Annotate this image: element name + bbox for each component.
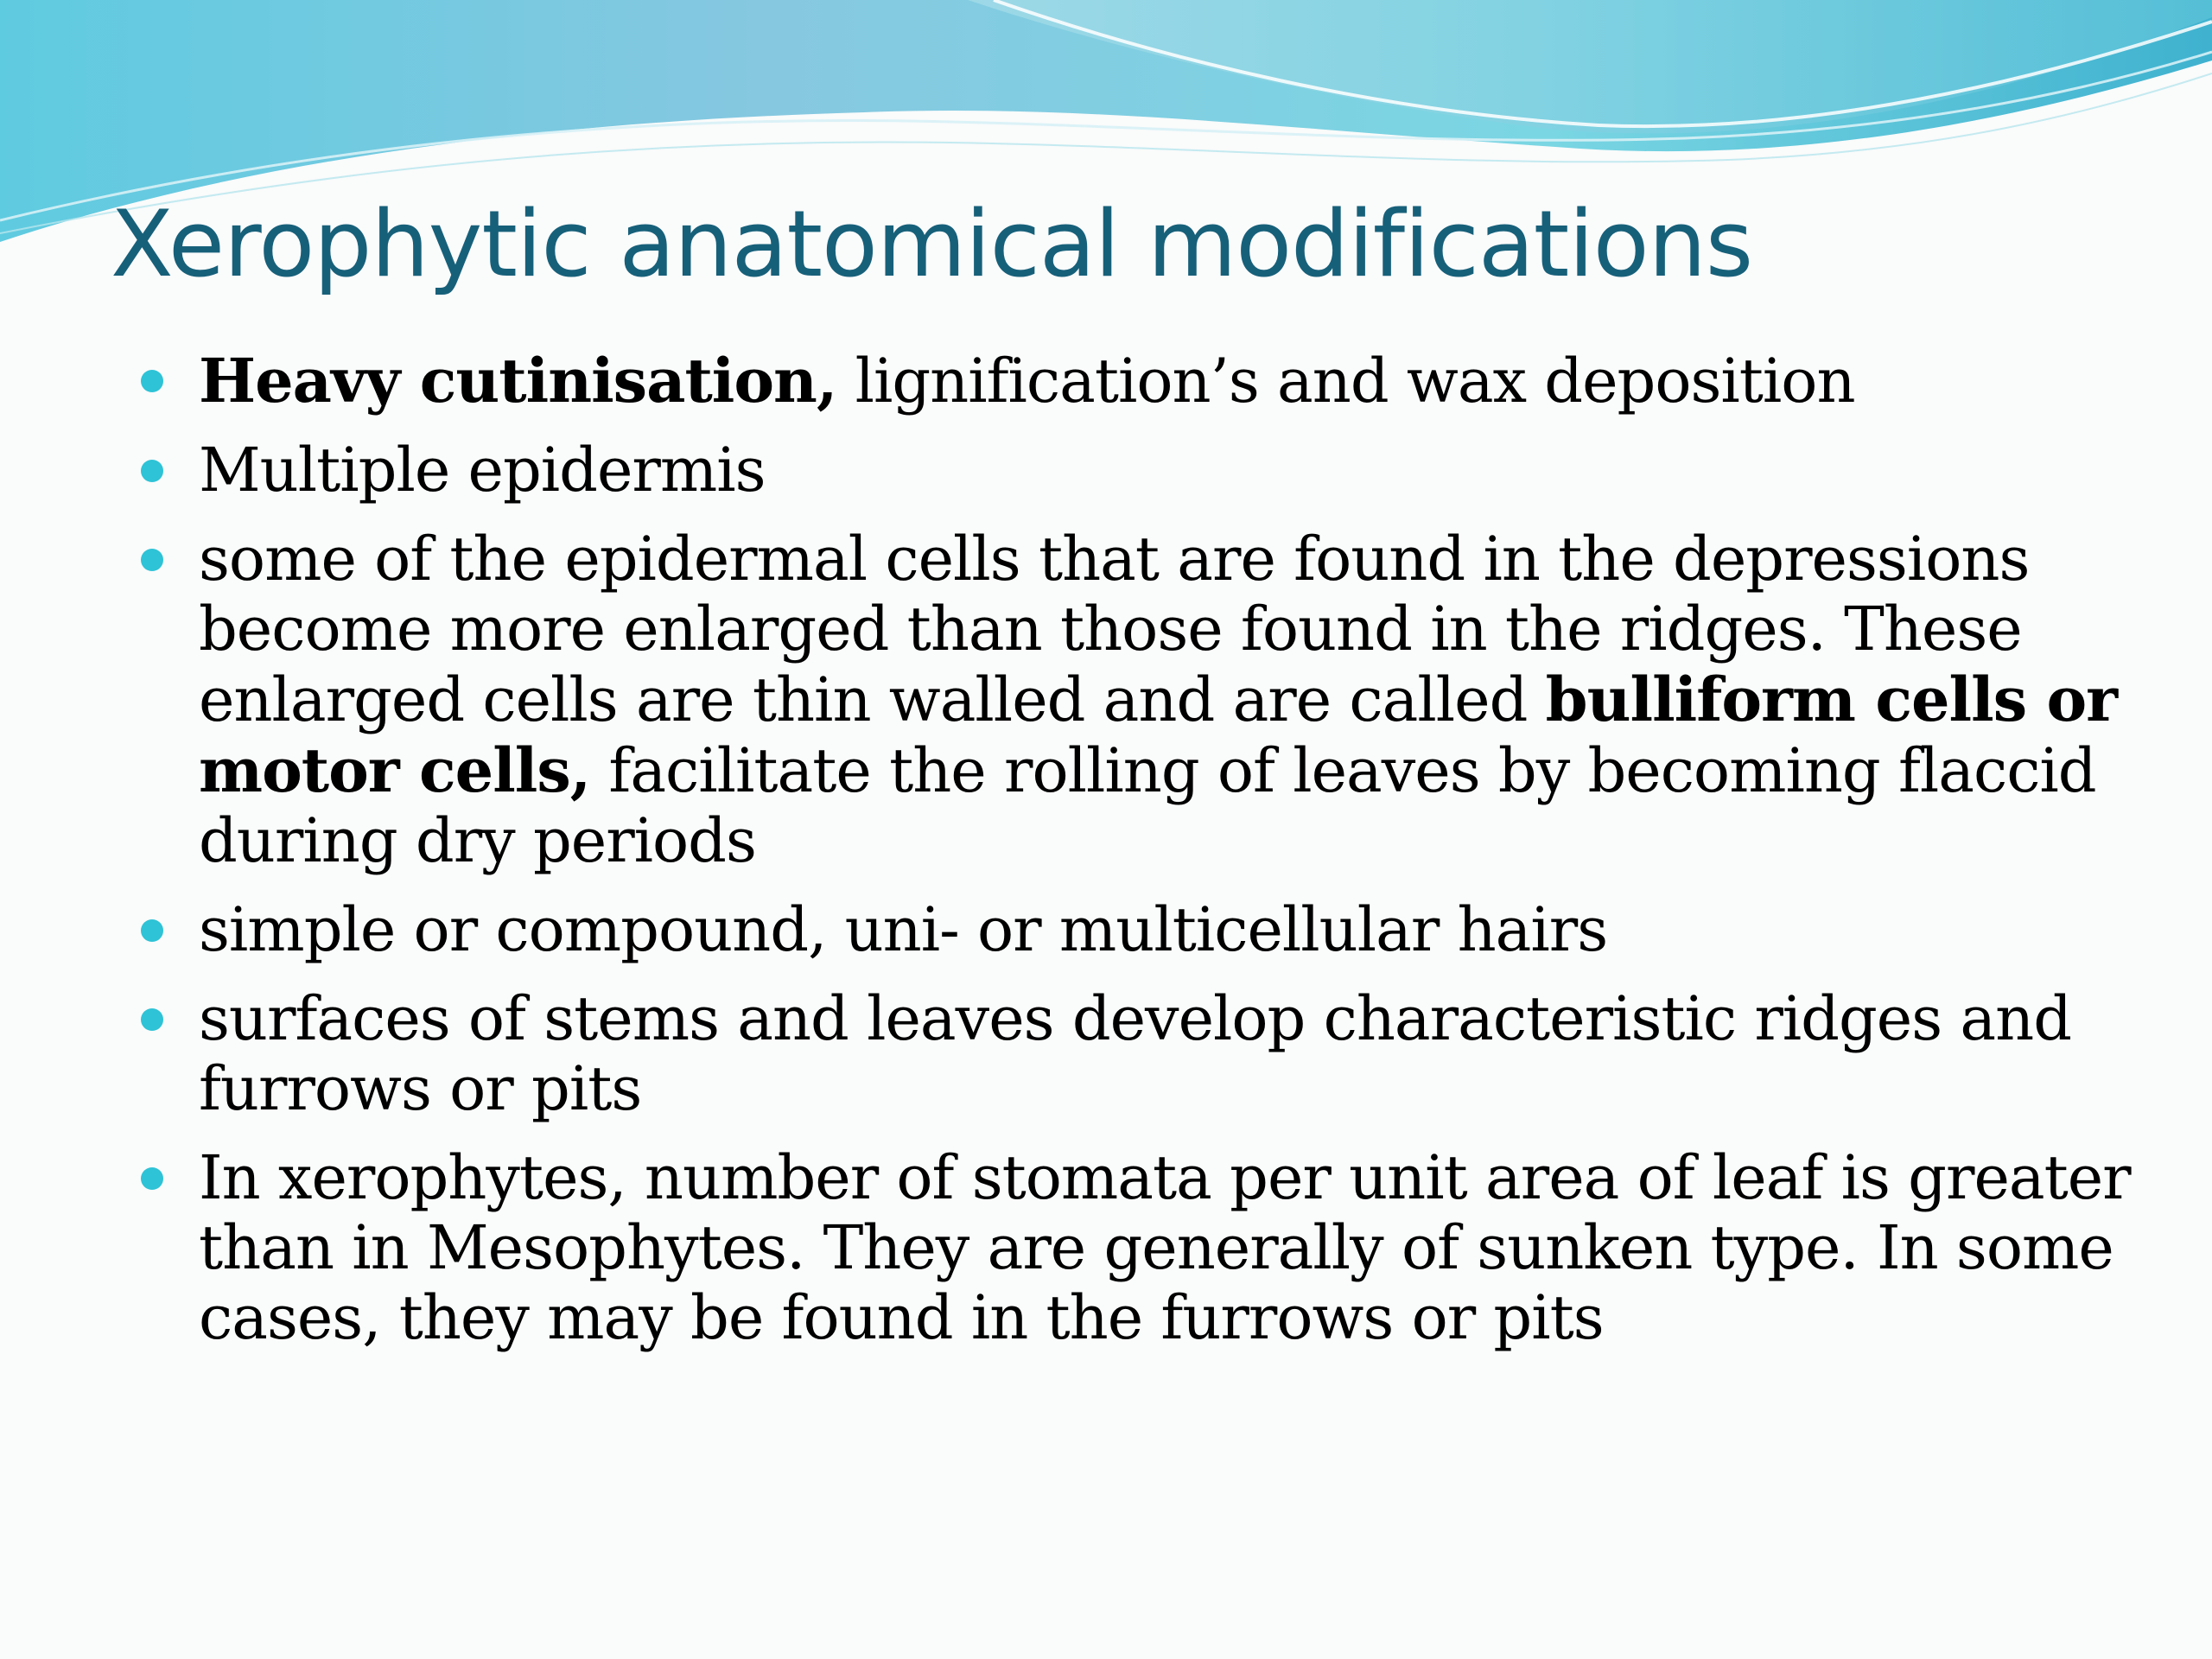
slide-title: Xerophytic anatomical modifications <box>111 191 1753 297</box>
bullet-dot-icon <box>141 549 163 571</box>
bullet-item <box>199 984 2143 1124</box>
bullet-text: surfaces of stems and leaves develop characteristic ridges and furrows or pits <box>199 983 2072 1124</box>
bullet-list <box>199 346 2143 1372</box>
bullet-text: lignification’s and wax deposition <box>836 346 1855 416</box>
bullet-text-after: facilitate the rolling of leaves by becoming flaccid during dry periods <box>199 735 2096 876</box>
bullet-item <box>199 895 2143 965</box>
bullet-dot-icon <box>141 370 163 392</box>
bullet-item <box>199 1143 2143 1353</box>
bullet-item <box>199 524 2143 876</box>
bullet-bold-text: Heavy cutinisation, <box>199 345 837 416</box>
bullet-dot-icon <box>141 1008 163 1031</box>
bullet-text: some of the epidermal cells that are found in the depressions become more enlarged than those found in the ridges. These enlarged cells are thin walled and are called <box>199 524 2030 735</box>
bullet-text: In xerophytes, number of stomata per unit area of leaf is greater than in Mesophytes. They are generally of sunken type. In some cases, they may be found in the furrows or pits <box>199 1142 2131 1353</box>
bullet-dot-icon <box>141 919 163 942</box>
bullet-bold-text: bulliform cells or motor cells, <box>199 664 2118 806</box>
bullet-dot-icon <box>141 460 163 482</box>
bullet-dot-icon <box>141 1167 163 1190</box>
bullet-text: simple or compound, uni- or multicellular hairs <box>199 894 1608 965</box>
bullet-item <box>199 435 2143 505</box>
bullet-text: Multiple epidermis <box>199 435 766 505</box>
bullet-item <box>199 346 2143 416</box>
